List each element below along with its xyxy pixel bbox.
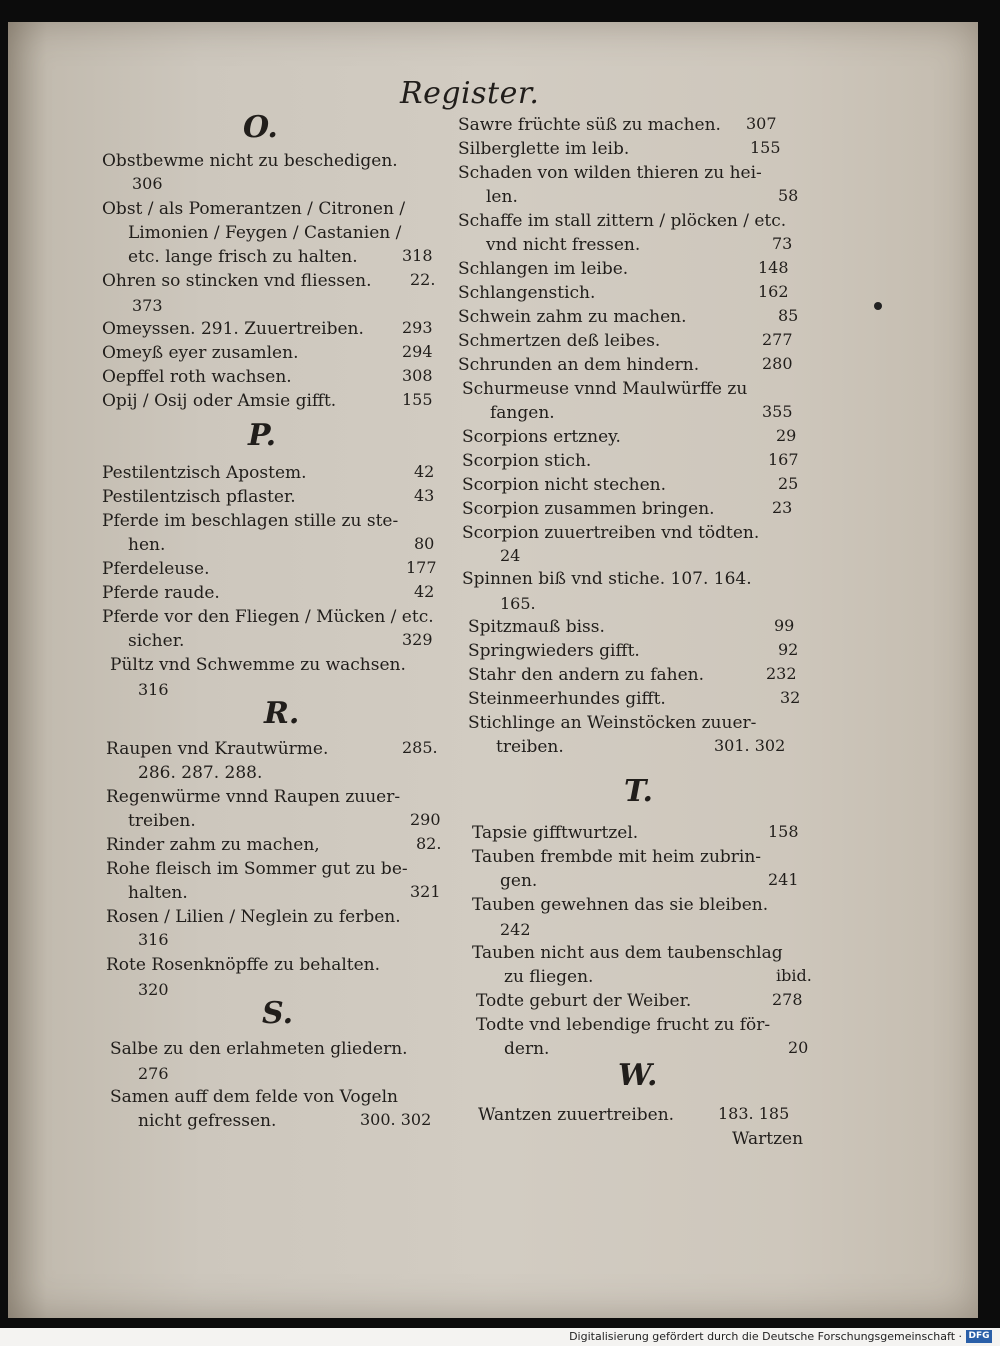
page-number: 24: [500, 546, 521, 565]
page-number: 43: [414, 486, 435, 505]
page-number: 167: [768, 450, 799, 469]
index-entry: Tapsie gifftwurtzel.: [472, 823, 639, 843]
index-entry: Stichlinge an Weinstöcken zuuer-: [468, 713, 757, 733]
page-number: 82.: [416, 834, 442, 853]
page-number: 58: [778, 186, 799, 205]
index-entry: Rote Rosenknöpffe zu behalten.: [106, 955, 381, 975]
index-entry: Schaffe im stall zittern / plöcken / etc.: [458, 211, 787, 231]
index-entry: Schaden von wilden thieren zu hei-: [458, 163, 762, 183]
page-number: 92: [778, 640, 799, 659]
page-number: 329: [402, 630, 433, 649]
index-entry: Rinder zahm zu machen,: [106, 835, 320, 855]
index-entry: Springwieders gifft.: [468, 641, 640, 661]
section-heading-w: W.: [618, 1058, 658, 1093]
page-number: 278: [772, 990, 803, 1009]
index-entry: Steinmeerhundes gifft.: [468, 689, 666, 709]
index-entry: Rosen / Lilien / Neglein zu ferben.: [106, 907, 401, 927]
page-number: 321: [410, 882, 441, 901]
page-number: 307: [746, 114, 777, 133]
index-entry: Obstbewme nicht zu beschedigen.: [102, 151, 398, 171]
page-number: 276: [138, 1064, 169, 1083]
index-entry: Samen auff dem felde von Vogeln: [110, 1087, 398, 1107]
page-number: 99: [774, 616, 795, 635]
index-entry: fangen.: [490, 403, 555, 423]
page-number: 42: [414, 582, 435, 601]
index-entry: Rohe fleisch im Sommer gut zu be-: [106, 859, 408, 879]
index-entry: Oepffel roth wachsen.: [102, 367, 292, 387]
page-number: 177: [406, 558, 437, 577]
page-number: 308: [402, 366, 433, 385]
index-entry: Opij / Osij oder Amsie gifft.: [102, 391, 337, 411]
section-heading-r: R.: [264, 696, 300, 731]
page-number: 80: [414, 534, 435, 553]
index-entry: Schrunden an dem hindern.: [458, 355, 700, 375]
page-number: 294: [402, 342, 433, 361]
page-number: 318: [402, 246, 433, 265]
index-entry: Regenwürme vnnd Raupen zuuer-: [106, 787, 401, 807]
index-entry: hen.: [128, 535, 166, 555]
index-entry: sicher.: [128, 631, 185, 651]
page-number: 165.: [500, 594, 536, 613]
book-page: [8, 22, 978, 1318]
index-entry: Scorpions ertzney.: [462, 427, 621, 447]
index-entry: Pestilentzisch pflaster.: [102, 487, 296, 507]
index-entry: Omeyß eyer zusamlen.: [102, 343, 299, 363]
index-entry: Pültz vnd Schwemme zu wachsen.: [110, 655, 406, 675]
index-entry: dern.: [504, 1039, 550, 1059]
index-entry: Silberglette im leib.: [458, 139, 630, 159]
index-entry: zu fliegen.: [504, 967, 594, 987]
page-number: 316: [138, 680, 169, 699]
section-heading-s: S.: [262, 996, 294, 1031]
index-entry: Tauben nicht aus dem taubenschlag: [472, 943, 783, 963]
index-entry: Pferde vor den Fliegen / Mücken / etc.: [102, 607, 434, 627]
page-title: Register.: [400, 76, 540, 111]
index-entry: gen.: [500, 871, 538, 891]
index-entry: Sawre früchte süß zu machen.: [458, 115, 721, 135]
index-entry: 286. 287. 288.: [138, 763, 263, 783]
page-number: 373: [132, 296, 163, 315]
funding-credit: Digitalisierung gefördert durch die Deutsche Forschungsgemeinschaft ·: [569, 1330, 962, 1343]
index-entry: Tauben gewehnen das sie bleiben.: [472, 895, 769, 915]
page-number: 162: [758, 282, 789, 301]
page-number: 301. 302: [714, 736, 786, 755]
page-number: 293: [402, 318, 433, 337]
page-number: 32: [780, 688, 801, 707]
dfg-logo-icon: DFG: [966, 1330, 992, 1343]
index-entry: Schwein zahm zu machen.: [458, 307, 687, 327]
index-entry: Scorpion stich.: [462, 451, 592, 471]
page-number: 85: [778, 306, 799, 325]
catchword: Wartzen: [732, 1129, 804, 1149]
page-number: 158: [768, 822, 799, 841]
page-number: 316: [138, 930, 169, 949]
index-entry: Wantzen zuuertreiben.: [478, 1105, 675, 1125]
index-entry: Scorpion nicht stechen.: [462, 475, 667, 495]
index-entry: Schmertzen deß leibes.: [458, 331, 661, 351]
page-number: 241: [768, 870, 799, 889]
page-number: 25: [778, 474, 799, 493]
index-entry: len.: [486, 187, 518, 207]
page-number: 285.: [402, 738, 438, 757]
index-entry: Tauben frembde mit heim zubrin-: [472, 847, 762, 867]
index-entry: vnd nicht fressen.: [486, 235, 641, 255]
index-entry: Schlangen im leibe.: [458, 259, 629, 279]
page-number: 23: [772, 498, 793, 517]
page-number: 277: [762, 330, 793, 349]
index-entry: Omeyssen. 291. Zuuertreiben.: [102, 319, 364, 339]
page-number: 155: [750, 138, 781, 157]
index-entry: treiben.: [128, 811, 196, 831]
index-entry: Spitzmauß biss.: [468, 617, 605, 637]
page-number: 290: [410, 810, 441, 829]
index-entry: etc. lange frisch zu halten.: [128, 247, 358, 267]
section-heading-o: O.: [243, 110, 278, 145]
index-entry: Todte geburt der Weiber.: [476, 991, 692, 1011]
page-number: 320: [138, 980, 169, 999]
index-entry: Pferde raude.: [102, 583, 220, 603]
index-entry: Pestilentzisch Apostem.: [102, 463, 307, 483]
index-entry: halten.: [128, 883, 188, 903]
index-entry: Obst / als Pomerantzen / Citronen /: [102, 199, 406, 219]
page-number: 22.: [410, 270, 436, 289]
index-entry: Salbe zu den erlahmeten gliedern.: [110, 1039, 408, 1059]
section-heading-p: P.: [248, 418, 277, 453]
index-entry: Scorpion zuuertreiben vnd tödten.: [462, 523, 760, 543]
index-entry: Ohren so stincken vnd fliessen.: [102, 271, 372, 291]
index-entry: Schlangenstich.: [458, 283, 596, 303]
page-number: 300. 302: [360, 1110, 432, 1129]
page-number: 20: [788, 1038, 809, 1057]
page-number: 355: [762, 402, 793, 421]
page-number: 280: [762, 354, 793, 373]
index-entry: Stahr den andern zu fahen.: [468, 665, 704, 685]
index-entry: treiben.: [496, 737, 564, 757]
page-number: 73: [772, 234, 793, 253]
page-number: 29: [776, 426, 797, 445]
index-entry: Pferdeleuse.: [102, 559, 210, 579]
page-number: 242: [500, 920, 531, 939]
page-number: 42: [414, 462, 435, 481]
page-number: 183. 185: [718, 1104, 790, 1123]
index-entry: Raupen vnd Krautwürme.: [106, 739, 329, 759]
section-heading-t: T.: [624, 774, 653, 809]
page-number: ibid.: [776, 966, 812, 985]
footer-bar: [0, 1328, 1000, 1346]
index-entry: Scorpion zusammen bringen.: [462, 499, 715, 519]
index-entry: Pferde im beschlagen stille zu ste-: [102, 511, 399, 531]
index-entry: Todte vnd lebendige frucht zu för-: [476, 1015, 771, 1035]
index-entry: Limonien / Feygen / Castanien /: [128, 223, 402, 243]
page-number: 232: [766, 664, 797, 683]
index-entry: Schurmeuse vnnd Maulwürffe zu: [462, 379, 748, 399]
index-entry: nicht gefressen.: [138, 1111, 277, 1131]
index-entry: Spinnen biß vnd stiche. 107. 164.: [462, 569, 752, 589]
page-number: 148: [758, 258, 789, 277]
ink-spot: [874, 302, 882, 310]
page-number: 155: [402, 390, 433, 409]
page-number: 306: [132, 174, 163, 193]
